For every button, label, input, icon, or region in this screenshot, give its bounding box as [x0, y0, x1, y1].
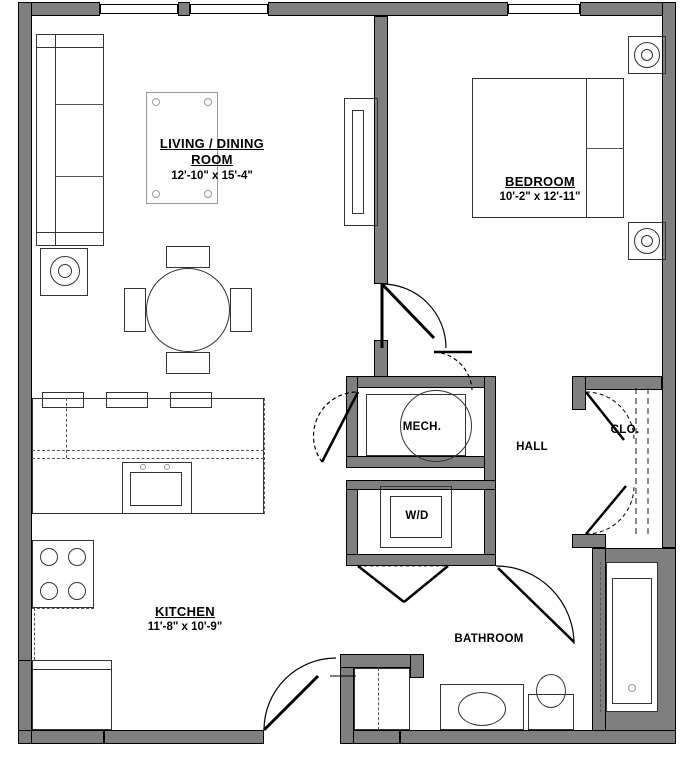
- washer-dryer-name: W/D: [405, 510, 429, 522]
- wall-exterior-right-lower-inner: [592, 548, 606, 744]
- bedroom-name: BEDROOM: [505, 174, 575, 189]
- sink-faucet-1: [140, 464, 146, 470]
- wall-mech-right: [484, 376, 496, 566]
- wall-mech-left: [346, 376, 358, 468]
- linen-closet-shelf: [378, 668, 379, 730]
- room-label-closet: [600, 423, 650, 437]
- wall-hall-right-lower: [572, 534, 606, 548]
- hall-name: HALL: [516, 441, 548, 453]
- living-dining-dimensions: 12'-10" x 15'-4": [171, 169, 253, 182]
- wall-exterior-top-mullion: [178, 2, 190, 16]
- wall-kitchen-stub: [18, 730, 32, 744]
- room-label-living-dining: [132, 136, 292, 183]
- wall-bath-top-right: [410, 654, 424, 678]
- coffee-table-corner-2: [204, 98, 212, 106]
- bathroom-sink: [458, 692, 506, 726]
- room-label-kitchen: [110, 604, 260, 635]
- wall-exterior-bottom-left2: [104, 730, 264, 744]
- dining-chair-right: [230, 288, 252, 332]
- coffee-table-corner-4: [204, 190, 212, 198]
- sofa-arm-top: [36, 34, 104, 48]
- coffee-table-corner-3: [152, 190, 160, 198]
- entry-closet-shelf: [352, 110, 364, 214]
- room-label-hall: [502, 440, 562, 454]
- refrigerator-door: [32, 660, 112, 670]
- kitchen-lower-cabinet-line-h: [32, 608, 94, 609]
- burner-1: [40, 548, 58, 566]
- bed-pillow-divider: [586, 148, 624, 149]
- mech-name: MECH.: [402, 421, 442, 433]
- toilet-bowl: [536, 674, 566, 708]
- wall-mech-top: [346, 376, 496, 388]
- kitchen-dimensions: 11'-8" x 10'-9": [147, 621, 223, 634]
- sofa-back-cushion: [36, 34, 56, 246]
- bedroom-dimensions: 10'-2" x 12'-11": [499, 191, 581, 204]
- nightstand-lamp-bottom-inner: [641, 235, 653, 247]
- table-lamp-inner: [58, 264, 72, 278]
- living-dining-name-2: ROOM: [191, 152, 233, 168]
- refrigerator: [32, 660, 112, 730]
- kitchen-sink-bowl: [130, 472, 182, 506]
- nightstand-lamp-top-inner: [641, 49, 653, 61]
- burner-2: [68, 548, 86, 566]
- window-top-right: [508, 4, 580, 14]
- window-top-left-2: [190, 4, 268, 14]
- bathroom-name: BATHROOM: [454, 633, 524, 645]
- kitchen-name: KITCHEN: [155, 604, 215, 619]
- room-label-bathroom: [432, 632, 546, 646]
- coffee-table-corner-1: [152, 98, 160, 106]
- window-top-left: [100, 4, 178, 14]
- wall-exterior-top-mid: [268, 2, 508, 16]
- wall-closet-left: [572, 376, 586, 410]
- dining-chair-bottom: [166, 352, 210, 374]
- sofa-cushion-divider-1: [56, 104, 104, 105]
- dining-chair-top: [166, 246, 210, 268]
- burner-3: [40, 582, 58, 600]
- sink-faucet-2: [164, 464, 170, 470]
- kitchen-lower-cabinet-line: [34, 608, 35, 660]
- burner-4: [68, 582, 86, 600]
- dining-chair-left: [124, 288, 146, 332]
- sofa-arm-bottom: [36, 232, 104, 246]
- kitchen-cabinet-div-2: [264, 398, 265, 514]
- wall-wd-bottom: [346, 554, 496, 566]
- bathtub-drain: [628, 684, 636, 692]
- linen-closet: [354, 668, 410, 730]
- sofa-cushion-divider-2: [56, 176, 104, 177]
- room-label-washer-dryer: [390, 509, 444, 523]
- room-label-bedroom: [466, 174, 614, 205]
- bar-stool-2: [106, 392, 148, 408]
- room-label-mech: [382, 420, 462, 434]
- kitchen-upper-cabinet-line-2: [32, 458, 264, 459]
- bar-stool-3: [170, 392, 212, 408]
- bar-stool-1: [42, 392, 84, 408]
- dining-table: [146, 268, 230, 352]
- bathtub-shower-line: [600, 562, 601, 712]
- closet-name: CLO.: [610, 424, 640, 436]
- wall-exterior-right: [662, 2, 676, 548]
- wall-exterior-bottom-right: [400, 730, 676, 744]
- wall-exterior-left: [18, 2, 32, 744]
- living-dining-name: LIVING / DINING: [159, 136, 265, 151]
